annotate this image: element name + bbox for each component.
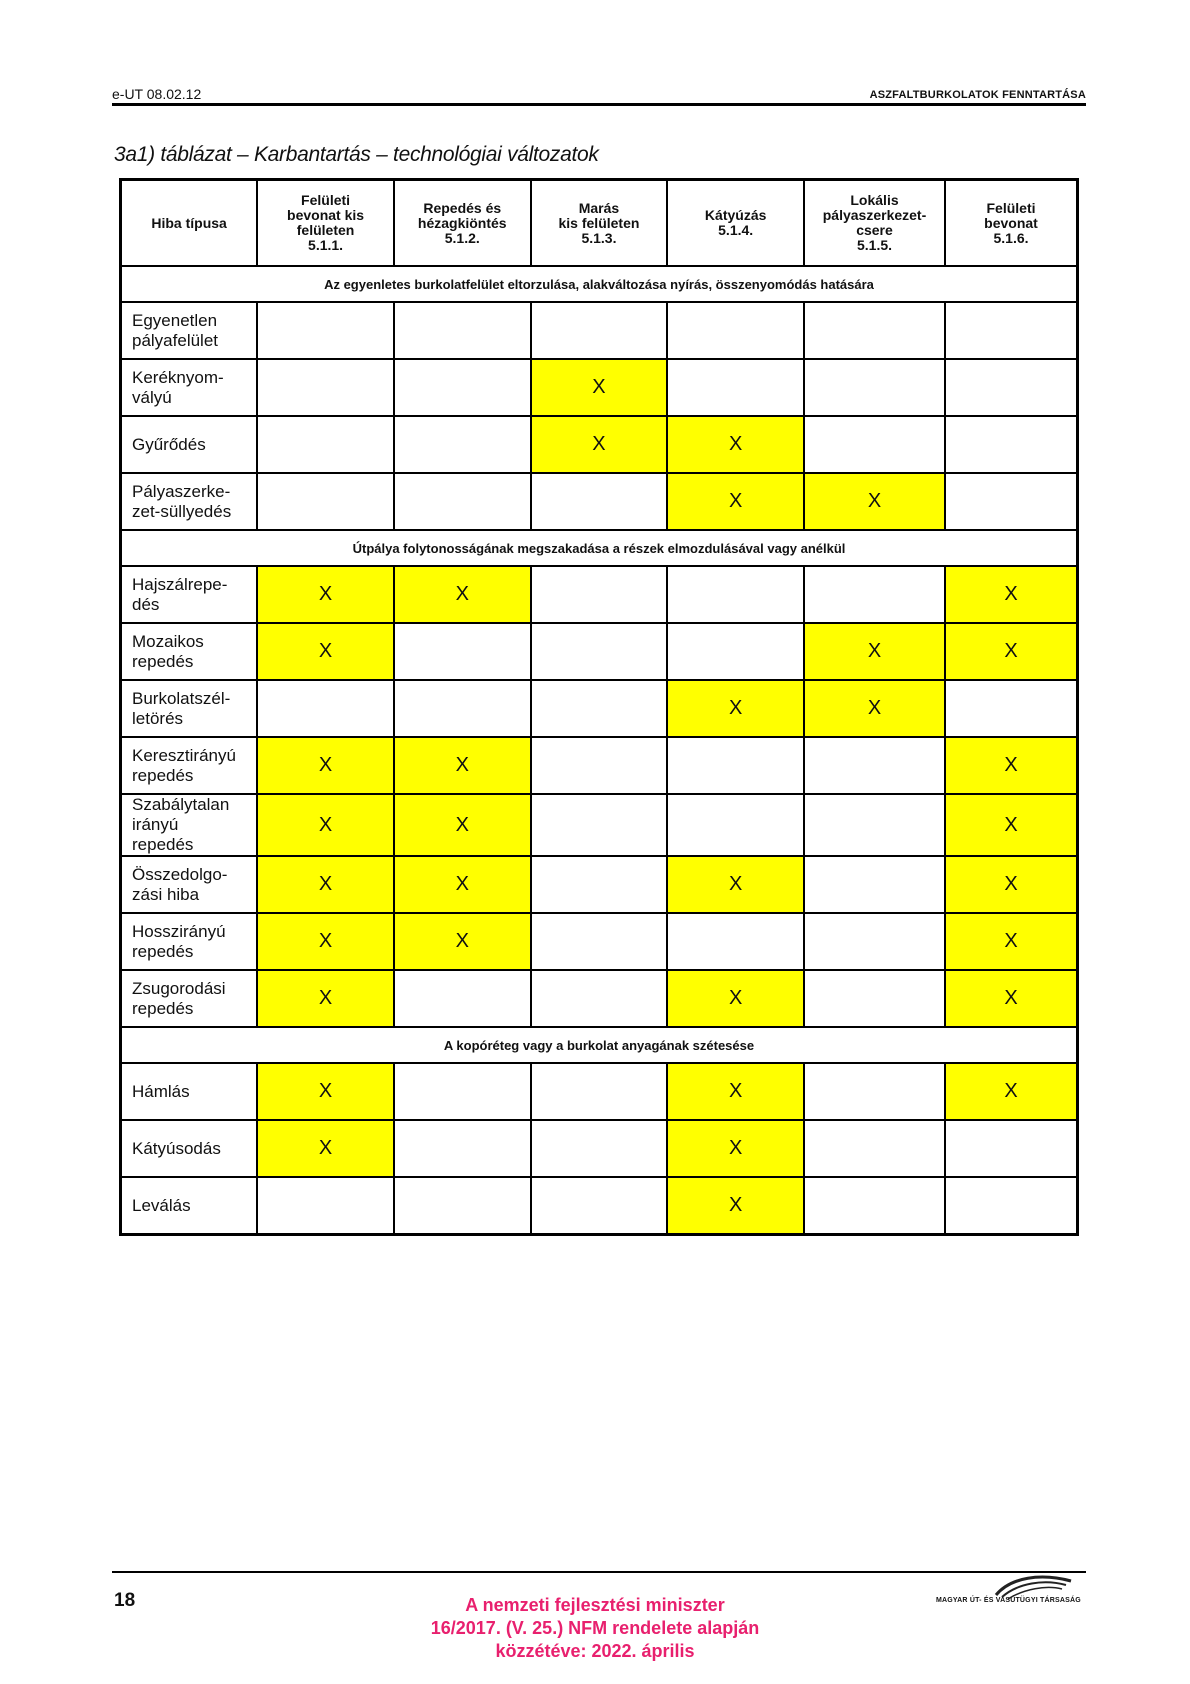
defect-type-label <box>121 302 258 359</box>
applicable-mark-cell: X <box>667 1120 804 1177</box>
empty-cell <box>531 737 668 794</box>
column-header-line: 5.1.2. <box>444 229 480 246</box>
defect-type-label-line: repedés <box>132 835 194 854</box>
empty-cell <box>804 1120 945 1177</box>
empty-cell <box>804 359 945 416</box>
defect-type-label-line: repedés <box>132 941 194 961</box>
applicable-mark-cell: X <box>257 794 394 856</box>
defect-type-label <box>121 794 258 856</box>
empty-cell <box>394 1120 531 1177</box>
applicable-mark-cell: X <box>394 913 531 970</box>
empty-cell <box>531 1063 668 1120</box>
empty-cell <box>945 302 1078 359</box>
empty-cell <box>531 566 668 623</box>
defect-type-label-line: pályafelület <box>132 330 219 350</box>
empty-cell <box>257 416 394 473</box>
section-title: ASZFALTBURKOLATOK FENNTARTÁSA <box>869 89 1086 101</box>
defect-type-label-line: Szabálytalan <box>132 795 230 814</box>
applicable-mark-cell: X <box>804 623 945 680</box>
defect-type-label <box>121 1120 258 1177</box>
group-title: A kopóréteg vagy a burkolat anyagának szétesése <box>121 1027 1078 1063</box>
empty-cell <box>945 1177 1078 1235</box>
empty-cell <box>804 737 945 794</box>
defect-type-label <box>121 566 258 623</box>
applicable-mark-cell: X <box>945 1063 1078 1120</box>
applicable-mark-cell: X <box>257 1120 394 1177</box>
publication-note-line: A nemzeti fejlesztési miniszter <box>465 1595 725 1615</box>
empty-cell <box>394 1177 531 1235</box>
publication-note-line: 16/2017. (V. 25.) NFM rendelete alapján <box>430 1618 760 1638</box>
defect-type-label-line: vályú <box>132 387 172 407</box>
group-title: Útpálya folytonosságának megszakadása a részek elmozdulásával vagy anélkül <box>121 530 1078 566</box>
empty-cell <box>667 359 804 416</box>
column-header-line: pályaszerkezet- <box>822 207 927 223</box>
column-header-line: bevonat <box>984 214 1038 231</box>
table-row <box>121 302 1078 359</box>
defect-type-label-line: irányú <box>132 815 179 834</box>
maintenance-table <box>119 178 1079 1236</box>
table-header-row <box>121 180 1078 267</box>
empty-cell <box>531 913 668 970</box>
empty-cell <box>394 302 531 359</box>
empty-cell <box>394 1063 531 1120</box>
applicable-mark-cell: X <box>667 416 804 473</box>
defect-type-label-line: zási hiba <box>132 884 200 904</box>
applicable-mark-cell: X <box>667 1177 804 1235</box>
defect-type-label-line: repedés <box>132 651 194 671</box>
empty-cell <box>804 970 945 1027</box>
empty-cell <box>394 680 531 737</box>
column-header-line: Felületi <box>986 199 1036 216</box>
defect-type-label <box>121 913 258 970</box>
applicable-mark-cell: X <box>394 794 531 856</box>
applicable-mark-cell: X <box>531 359 668 416</box>
column-header-line: 5.1.3. <box>581 229 617 246</box>
defect-type-label-line: Hajszálrepe- <box>132 574 228 594</box>
applicable-mark-cell: X <box>531 416 668 473</box>
applicable-mark-cell: X <box>667 473 804 530</box>
defect-type-label-line: Mozaikos <box>132 631 204 651</box>
column-header-line: hézagkiöntés <box>417 214 507 231</box>
empty-cell <box>531 473 668 530</box>
column-header-line: 5.1.6. <box>993 229 1029 246</box>
column-header-line: csere <box>856 222 893 238</box>
empty-cell <box>257 1177 394 1235</box>
defect-type-label-line: Zsugorodási <box>132 978 226 998</box>
defect-type-label-line: zet-süllyedés <box>132 501 232 521</box>
empty-cell <box>667 794 804 856</box>
table-row <box>121 680 1078 737</box>
defect-type-label-line: dés <box>132 594 160 614</box>
column-header-line: 5.1.1. <box>308 237 344 253</box>
empty-cell <box>804 794 945 856</box>
table-row <box>121 737 1078 794</box>
defect-type-label <box>121 737 258 794</box>
defect-type-label-line: repedés <box>132 998 194 1018</box>
defect-type-label <box>121 1063 258 1120</box>
applicable-mark-cell: X <box>394 856 531 913</box>
defect-type-label <box>121 1177 258 1235</box>
table-row <box>121 1120 1078 1177</box>
column-header-technology <box>531 180 668 267</box>
column-header-defect-type <box>121 180 258 267</box>
table-row <box>121 794 1078 856</box>
applicable-mark-cell: X <box>257 1063 394 1120</box>
empty-cell <box>804 416 945 473</box>
table-row <box>121 856 1078 913</box>
defect-type-label-line: Hosszirányú <box>132 921 226 941</box>
applicable-mark-cell: X <box>945 566 1078 623</box>
defect-type-label <box>121 473 258 530</box>
empty-cell <box>945 473 1078 530</box>
column-header-line: bevonat kis <box>287 207 365 223</box>
column-header-line: Marás <box>578 199 620 216</box>
table-row <box>121 1177 1078 1235</box>
applicable-mark-cell: X <box>945 623 1078 680</box>
empty-cell <box>394 970 531 1027</box>
empty-cell <box>945 680 1078 737</box>
applicable-mark-cell: X <box>945 856 1078 913</box>
empty-cell <box>945 359 1078 416</box>
defect-type-label-line: Keresztirányú <box>132 745 236 765</box>
table-row <box>121 473 1078 530</box>
empty-cell <box>804 302 945 359</box>
column-header-line: Hiba típusa <box>151 214 227 231</box>
empty-cell <box>804 566 945 623</box>
applicable-mark-cell: X <box>804 680 945 737</box>
defect-type-label <box>121 970 258 1027</box>
empty-cell <box>667 623 804 680</box>
empty-cell <box>667 913 804 970</box>
defect-type-label-line: Összedolgo- <box>132 864 228 884</box>
empty-cell <box>531 794 668 856</box>
applicable-mark-cell: X <box>667 856 804 913</box>
empty-cell <box>531 1177 668 1235</box>
group-header-row <box>121 530 1078 566</box>
defect-type-label-line: repedés <box>132 765 194 785</box>
applicable-mark-cell: X <box>804 473 945 530</box>
logo-text: MAGYAR ÚT- ÉS VASÚTÜGYI TÁRSASÁG <box>936 1597 1081 1604</box>
group-title: Az egyenletes burkolatfelület eltorzulása, alakváltozása nyírás, összenyomódás hatására <box>121 266 1078 302</box>
empty-cell <box>531 1120 668 1177</box>
empty-cell <box>667 566 804 623</box>
empty-cell <box>531 680 668 737</box>
defect-type-label <box>121 680 258 737</box>
table-row <box>121 566 1078 623</box>
applicable-mark-cell: X <box>667 970 804 1027</box>
applicable-mark-cell: X <box>394 566 531 623</box>
publication-note-line: közzétéve: 2022. április <box>495 1641 695 1661</box>
table-row <box>121 1063 1078 1120</box>
applicable-mark-cell: X <box>394 737 531 794</box>
empty-cell <box>945 416 1078 473</box>
applicable-mark-cell: X <box>667 1063 804 1120</box>
table-row <box>121 359 1078 416</box>
empty-cell <box>257 680 394 737</box>
empty-cell <box>667 737 804 794</box>
empty-cell <box>531 302 668 359</box>
applicable-mark-cell: X <box>257 913 394 970</box>
document-id: e-UT 08.02.12 <box>112 86 202 102</box>
defect-type-label <box>121 623 258 680</box>
table-caption: 3a1) táblázat – Karbantartás – technológiai változatok <box>114 143 599 166</box>
mavt-logo <box>936 1571 1086 1613</box>
column-header-technology <box>804 180 945 267</box>
page-number: 18 <box>114 1590 136 1611</box>
defect-type-label-line: Egyenetlen <box>132 310 218 330</box>
page-header <box>112 86 1086 104</box>
defect-type-label <box>121 359 258 416</box>
applicable-mark-cell: X <box>945 913 1078 970</box>
group-header-row <box>121 1027 1078 1063</box>
empty-cell <box>804 1063 945 1120</box>
table-row <box>121 970 1078 1027</box>
applicable-mark-cell: X <box>257 566 394 623</box>
empty-cell <box>257 359 394 416</box>
empty-cell <box>804 856 945 913</box>
column-header-technology <box>394 180 531 267</box>
empty-cell <box>531 970 668 1027</box>
applicable-mark-cell: X <box>945 737 1078 794</box>
group-header-row <box>121 266 1078 302</box>
publication-note <box>395 1594 795 1663</box>
empty-cell <box>531 623 668 680</box>
defect-type-label-line: Kátyúsodás <box>132 1138 221 1158</box>
applicable-mark-cell: X <box>945 970 1078 1027</box>
empty-cell <box>804 913 945 970</box>
column-header-technology <box>257 180 394 267</box>
column-header-line: Lokális <box>850 192 899 208</box>
empty-cell <box>394 623 531 680</box>
header-rule <box>112 103 1086 106</box>
table-row <box>121 623 1078 680</box>
column-header-technology <box>667 180 804 267</box>
column-header-technology <box>945 180 1078 267</box>
applicable-mark-cell: X <box>257 623 394 680</box>
column-header-line: Kátyúzás <box>704 207 767 223</box>
applicable-mark-cell: X <box>257 737 394 794</box>
empty-cell <box>394 473 531 530</box>
defect-type-label <box>121 416 258 473</box>
empty-cell <box>394 359 531 416</box>
table-row <box>121 913 1078 970</box>
empty-cell <box>257 302 394 359</box>
applicable-mark-cell: X <box>257 970 394 1027</box>
empty-cell <box>531 856 668 913</box>
empty-cell <box>945 1120 1078 1177</box>
column-header-line: 5.1.4. <box>718 222 754 238</box>
applicable-mark-cell: X <box>667 680 804 737</box>
empty-cell <box>804 1177 945 1235</box>
column-header-line: Felületi <box>301 192 351 208</box>
defect-type-label-line: Keréknyom- <box>132 367 224 387</box>
column-header-line: kis felületen <box>558 214 640 231</box>
defect-type-label-line: Leválás <box>132 1195 191 1215</box>
column-header-line: 5.1.5. <box>856 237 893 253</box>
column-header-line: felületen <box>296 222 355 238</box>
empty-cell <box>667 302 804 359</box>
table-row <box>121 416 1078 473</box>
column-header-line: Repedés és <box>423 199 502 216</box>
applicable-mark-cell: X <box>945 794 1078 856</box>
defect-type-label-line: letörés <box>132 708 184 728</box>
empty-cell <box>257 473 394 530</box>
defect-type-label-line: Hámlás <box>132 1081 190 1101</box>
defect-type-label <box>121 856 258 913</box>
defect-type-label-line: Pályaszerke- <box>132 481 231 501</box>
defect-type-label-line: Burkolatszél- <box>132 688 231 708</box>
empty-cell <box>394 416 531 473</box>
defect-type-label-line: Gyűrődés <box>132 434 206 454</box>
applicable-mark-cell: X <box>257 856 394 913</box>
